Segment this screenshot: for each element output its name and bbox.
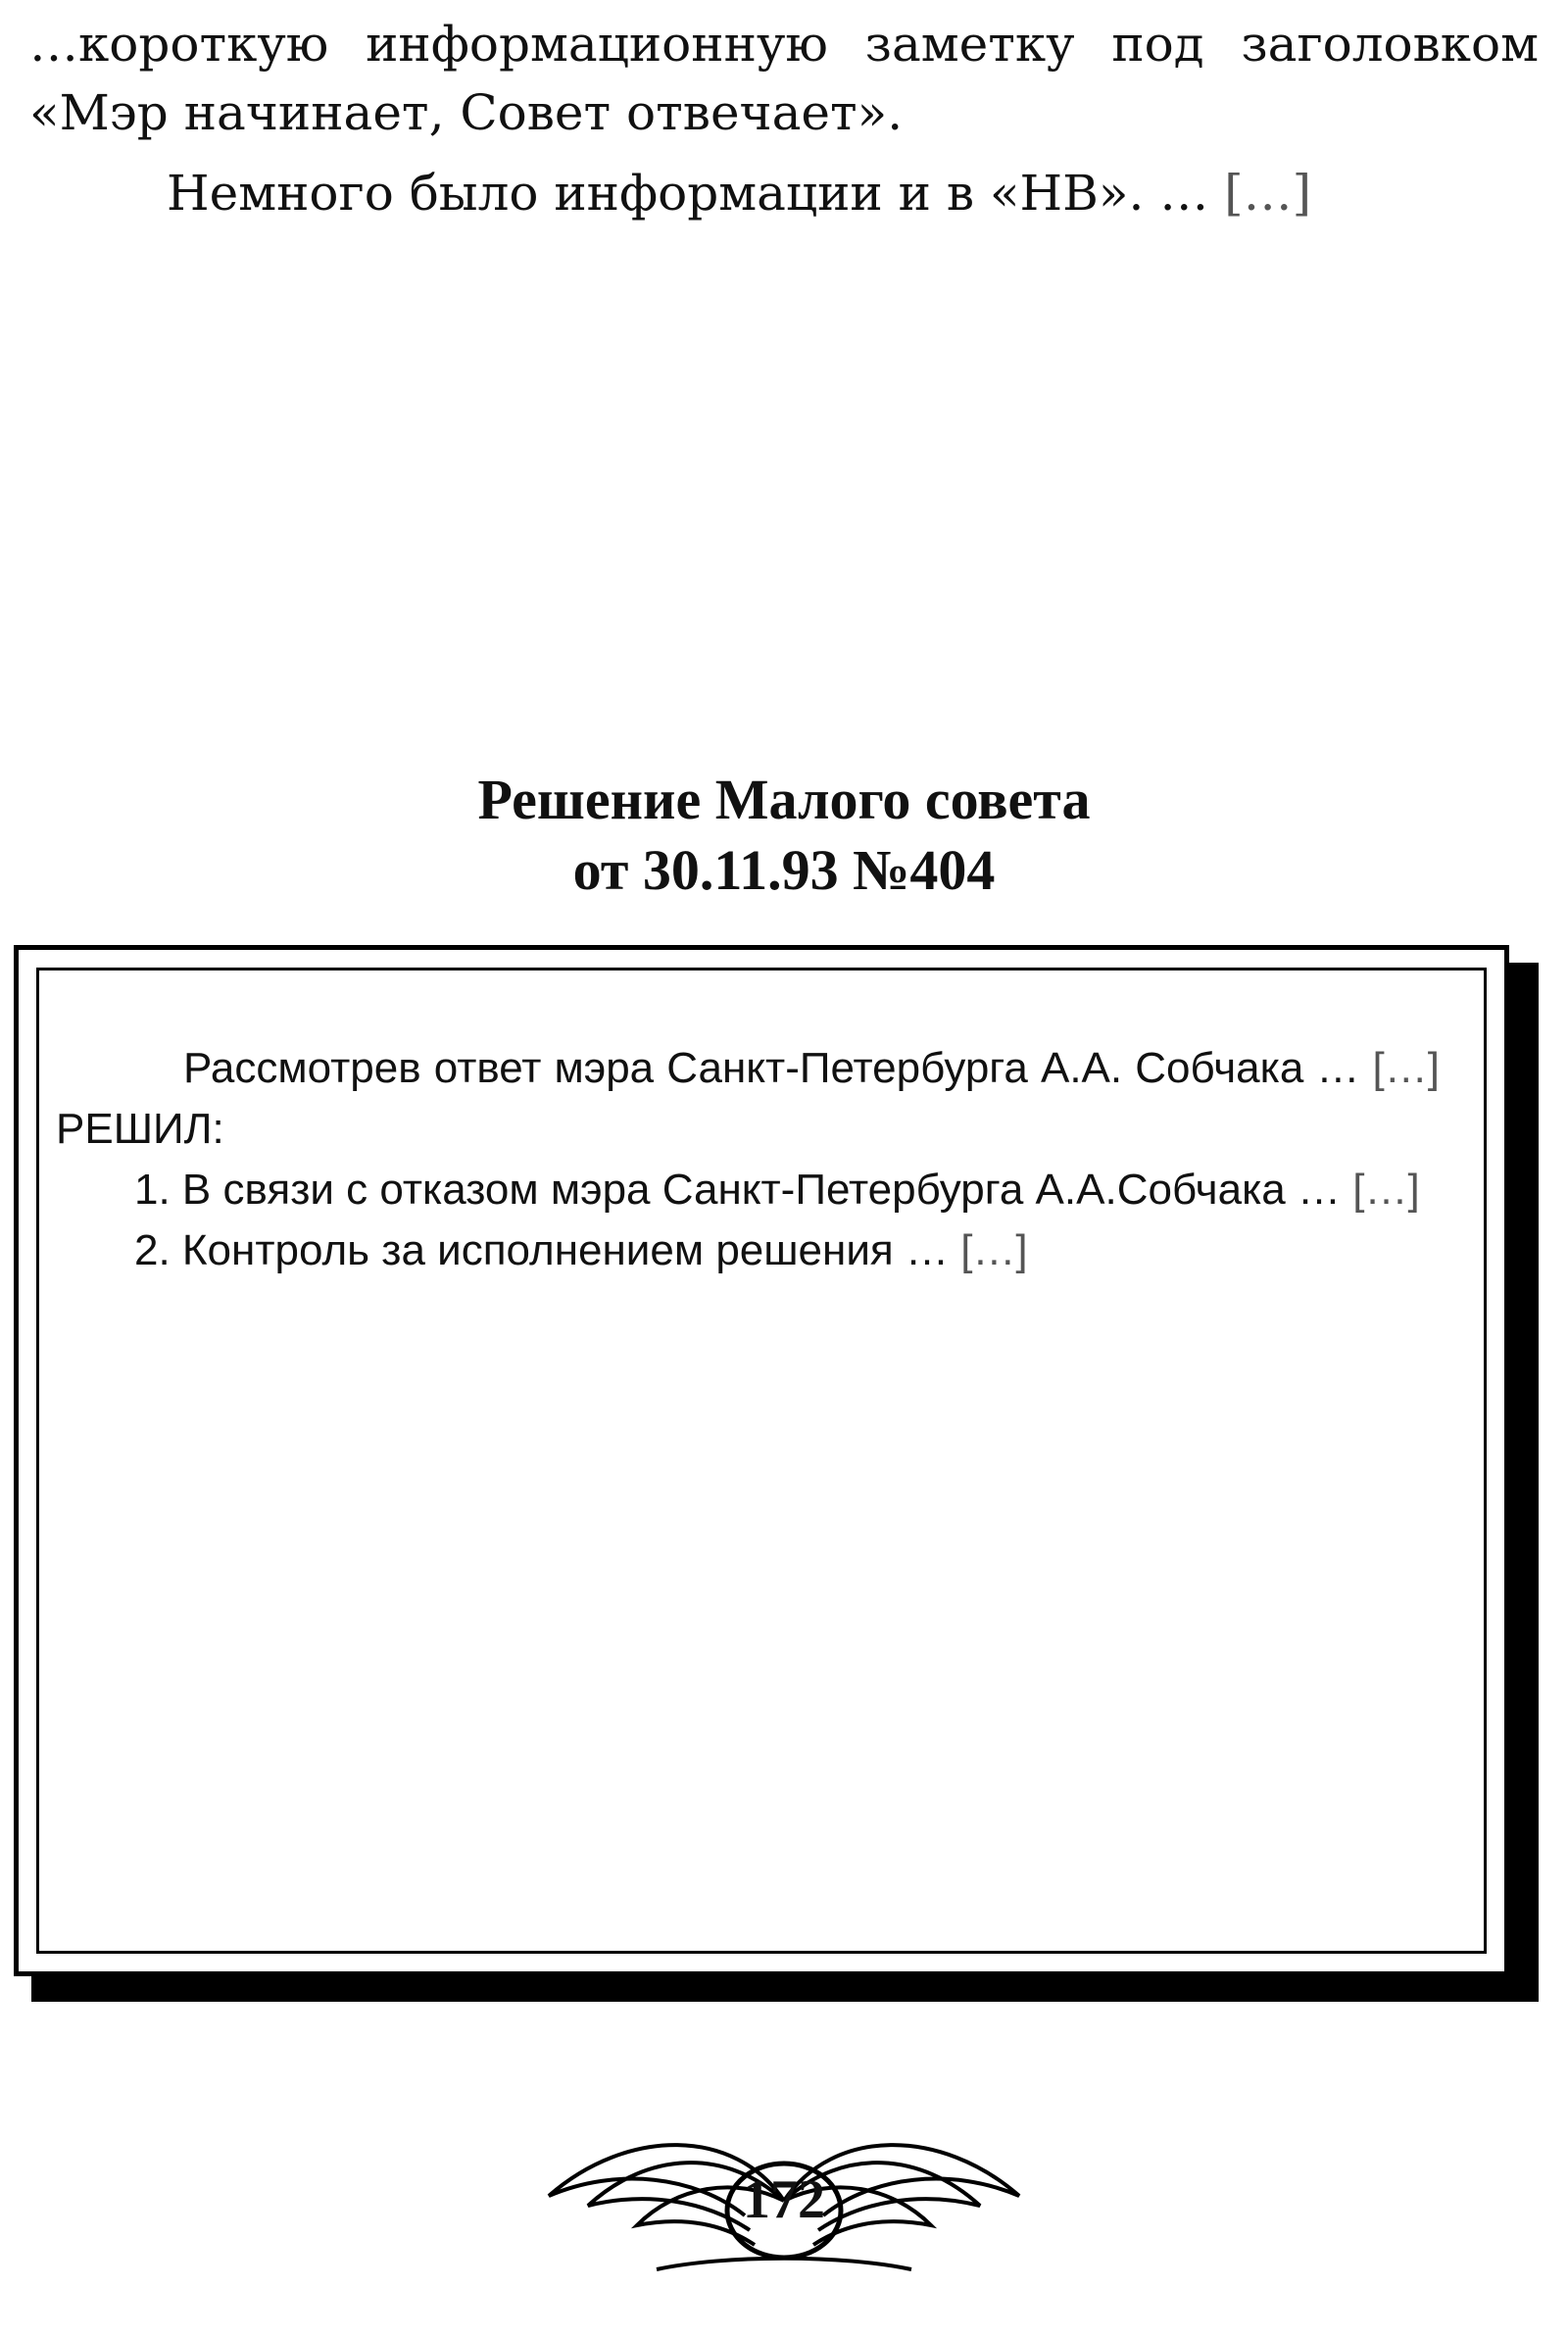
decision-item-2-elision: […] [960, 1226, 1028, 1274]
paragraph-2 [29, 159, 1539, 227]
decision-item-1-excerpt: 1. В связи с отказом мэра Санкт-Петербурга А.А.Собчака … [134, 1166, 1341, 1214]
paragraph-1-excerpt: …короткую информационную заметку под заголовком «Мэр начинает, Совет отвечает». [29, 16, 1539, 141]
decision-preamble-excerpt: Рассмотрев ответ мэра Санкт-Петербурга А.А. Собчака … [183, 1044, 1360, 1092]
decision-text [56, 1038, 1440, 1281]
decision-item-2-excerpt: 2. Контроль за исполнением решения … [134, 1226, 949, 1274]
paragraph-1 [29, 10, 1539, 147]
paragraph-2-excerpt: Немного было информации и в «НВ». … [167, 165, 1209, 222]
body-text [29, 10, 1539, 239]
decision-item-1 [56, 1160, 1440, 1220]
heading-line-2: от 30.11.93 №404 [572, 838, 996, 902]
paragraph-2-elision: […] [1224, 165, 1312, 222]
decision-box [14, 945, 1509, 1976]
decision-preamble [56, 1038, 1440, 1160]
decision-item-2 [56, 1220, 1440, 1281]
decision-item-1-elision: […] [1352, 1166, 1420, 1214]
decision-resolved: РЕШИЛ: [56, 1105, 224, 1153]
page-footer [510, 2108, 1058, 2294]
page-number: 172 [743, 2169, 825, 2230]
decision-preamble-elision: […] [1372, 1044, 1440, 1092]
heading-line-1: Решение Малого совета [477, 768, 1091, 831]
section-heading [0, 765, 1568, 906]
